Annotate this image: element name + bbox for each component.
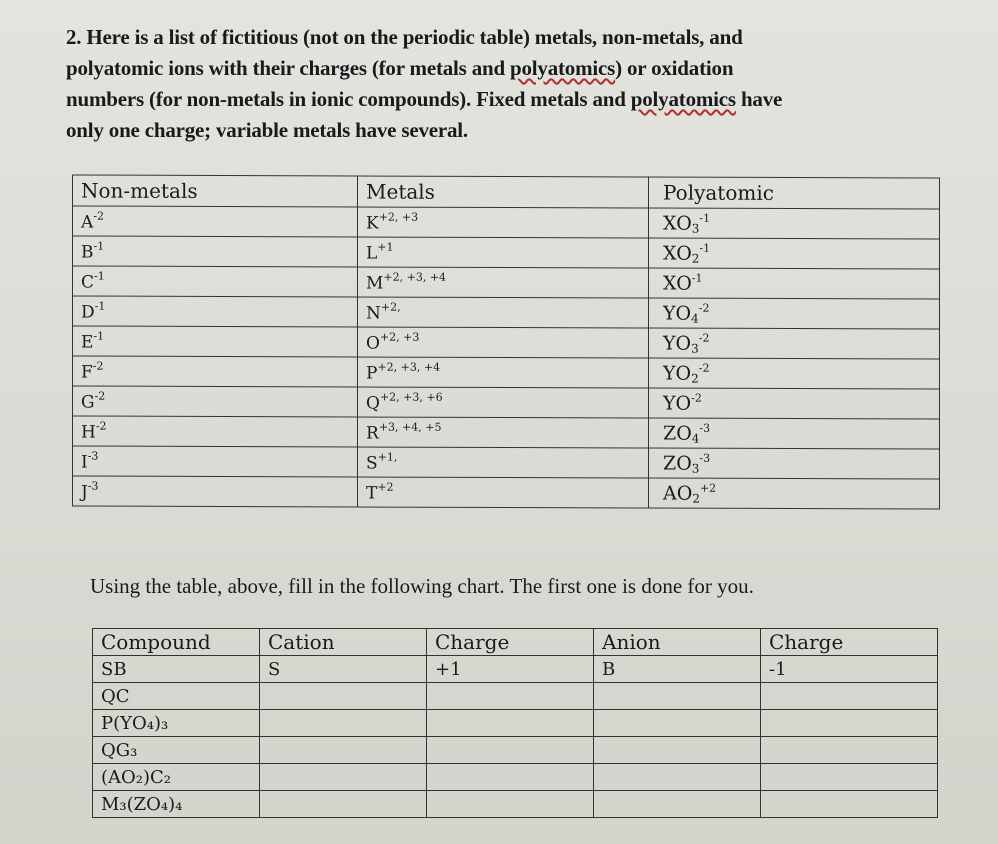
- ion-reference-table: [72, 174, 940, 509]
- non-metal-symbol: B: [81, 242, 94, 263]
- polyatomic-cell: [649, 268, 940, 299]
- polyatomic-charge: -3: [699, 421, 711, 435]
- ref-table-row: [73, 416, 940, 449]
- polyatomic-cell: [649, 298, 940, 329]
- polyatomic-charge: -2: [691, 391, 702, 405]
- chart-row: [93, 764, 938, 791]
- intro-line-2-c: ) or oxidation: [615, 56, 734, 80]
- cation-cell[interactable]: [260, 710, 427, 737]
- polyatomic-formula: YO: [663, 332, 692, 355]
- cation-cell[interactable]: S: [260, 656, 427, 683]
- polyatomic-subscript: 3: [691, 341, 699, 356]
- chart-row: [93, 737, 938, 764]
- metal-charges: +2, +3, +4: [377, 360, 441, 374]
- polyatomic-formula: XO: [663, 242, 692, 265]
- anion-charge-cell[interactable]: -1: [761, 656, 938, 683]
- anion-charge-cell[interactable]: [761, 791, 938, 818]
- cation-charge-cell[interactable]: +1: [427, 656, 594, 683]
- metal-symbol: L: [366, 243, 378, 264]
- polyatomic-subscript: 2: [692, 491, 700, 506]
- header-anion-charge: Charge: [761, 629, 938, 656]
- metal-cell: [358, 387, 649, 418]
- polyatomic-subscript: 3: [691, 461, 700, 476]
- non-metal-cell: [73, 236, 358, 267]
- polyatomic-cell: [649, 328, 940, 359]
- polyatomic-formula: ZO: [663, 422, 692, 445]
- metal-symbol: M: [366, 273, 384, 294]
- header-cation-charge: Charge: [427, 629, 594, 656]
- cation-cell[interactable]: [260, 764, 427, 791]
- polyatomic-charge: +2: [699, 481, 717, 495]
- non-metal-cell: [73, 386, 358, 417]
- polyatomic-cell: [649, 358, 940, 389]
- polyatomic-subscript: 4: [691, 311, 699, 326]
- metal-cell: [358, 327, 649, 358]
- ref-table-row: [73, 236, 940, 269]
- ref-header-row: [73, 175, 940, 209]
- polyatomic-charge: -1: [691, 271, 703, 285]
- non-metal-cell: [73, 206, 358, 237]
- anion-cell[interactable]: [594, 791, 761, 818]
- chart-row: [93, 683, 938, 710]
- cation-charge-cell[interactable]: [427, 791, 594, 818]
- non-metal-symbol: G: [81, 392, 95, 413]
- metal-cell: [358, 237, 649, 268]
- ref-table-row: [73, 206, 940, 239]
- polyatomic-charge: -2: [698, 331, 710, 345]
- polyatomic-charge: -1: [699, 241, 711, 255]
- ref-table-row: [73, 266, 940, 299]
- cation-cell[interactable]: [260, 683, 427, 710]
- intro-line-2: [66, 53, 966, 84]
- header-non-metals: Non-metals: [73, 175, 358, 207]
- intro-line-3-b: polyatomics: [630, 87, 736, 111]
- ref-table-row: [73, 386, 940, 419]
- non-metal-cell: [73, 266, 358, 297]
- cation-charge-cell[interactable]: [427, 764, 594, 791]
- intro-line-2-a: polyatomic ions with their charges (for metals and: [66, 56, 510, 80]
- metal-charges: +1,: [377, 450, 398, 464]
- non-metal-symbol: J: [81, 482, 88, 503]
- polyatomic-cell: [649, 388, 940, 419]
- non-metal-charge: -2: [95, 419, 107, 433]
- anion-cell[interactable]: [594, 764, 761, 791]
- polyatomic-subscript: 3: [691, 221, 700, 236]
- intro-line-3: [66, 84, 966, 115]
- non-metal-charge: -1: [94, 269, 105, 283]
- ref-table-row: [73, 296, 940, 329]
- anion-cell[interactable]: [594, 710, 761, 737]
- polyatomic-charge: -1: [699, 211, 711, 225]
- anion-cell[interactable]: [594, 737, 761, 764]
- intro-line-3-c: have: [735, 87, 783, 111]
- non-metal-cell: [73, 326, 358, 357]
- polyatomic-formula: XO: [663, 272, 692, 295]
- chart-row: [93, 791, 938, 818]
- non-metal-charge: -2: [94, 389, 106, 403]
- chart-row: [93, 710, 938, 737]
- polyatomic-formula: YO: [663, 362, 692, 385]
- metal-cell: [358, 297, 649, 328]
- intro-line-1: 2. Here is a list of fictitious (not on the periodic table) metals, non-metals, and: [66, 25, 743, 49]
- intro-line-3-a: numbers (for non-metals in ionic compounds). Fixed metals and: [66, 87, 631, 111]
- chart-header-row: [93, 629, 938, 656]
- fill-in-chart: [92, 628, 938, 818]
- polyatomic-charge: -3: [699, 451, 711, 465]
- compound-cell: QG₃: [93, 737, 260, 764]
- cation-charge-cell[interactable]: [427, 710, 594, 737]
- metal-symbol: R: [366, 423, 379, 444]
- anion-charge-cell[interactable]: [761, 737, 938, 764]
- non-metal-charge: -3: [87, 449, 99, 463]
- polyatomic-subscript: 4: [691, 431, 700, 446]
- compound-cell: QC: [93, 683, 260, 710]
- non-metal-charge: -3: [87, 479, 99, 493]
- anion-charge-cell[interactable]: [761, 683, 938, 710]
- metal-cell: [358, 267, 649, 298]
- non-metal-symbol: I: [81, 452, 88, 473]
- ref-table-row: [73, 356, 940, 389]
- non-metal-symbol: H: [81, 422, 96, 443]
- cation-charge-cell[interactable]: [427, 683, 594, 710]
- polyatomic-charge: -2: [698, 361, 710, 375]
- polyatomic-formula: XO: [663, 212, 692, 235]
- header-polyatomic: Polyatomic: [649, 177, 940, 209]
- cation-cell[interactable]: [260, 737, 427, 764]
- cation-cell[interactable]: [260, 791, 427, 818]
- metal-charges: +1: [377, 240, 394, 254]
- non-metal-charge: -1: [94, 299, 106, 313]
- non-metal-charge: -1: [93, 329, 105, 343]
- compound-cell: SB: [93, 656, 260, 683]
- non-metal-cell: [73, 476, 358, 507]
- metal-cell: [358, 207, 649, 238]
- header-compound: Compound: [93, 629, 260, 656]
- non-metal-symbol: E: [81, 332, 94, 353]
- anion-cell[interactable]: B: [594, 656, 761, 683]
- metal-cell: [358, 477, 649, 508]
- intro-line-2-b: polyatomics: [510, 56, 616, 80]
- polyatomic-subscript: 2: [691, 251, 700, 266]
- metal-symbol: K: [366, 213, 379, 234]
- metal-symbol: N: [366, 303, 381, 324]
- compound-cell: (AO₂)C₂: [93, 764, 260, 791]
- polyatomic-cell: [649, 478, 940, 509]
- ref-table-row: [73, 476, 940, 509]
- metal-symbol: Q: [366, 393, 380, 414]
- polyatomic-cell: [649, 208, 940, 239]
- non-metal-cell: [73, 416, 358, 447]
- non-metal-cell: [73, 296, 358, 327]
- polyatomic-charge: -2: [698, 301, 710, 315]
- header-cation: Cation: [260, 629, 427, 656]
- non-metal-symbol: C: [81, 272, 95, 293]
- non-metal-symbol: F: [81, 362, 93, 383]
- anion-charge-cell[interactable]: [761, 764, 938, 791]
- header-metals: Metals: [358, 176, 649, 208]
- polyatomic-formula: AO: [663, 482, 693, 505]
- non-metal-cell: [73, 356, 358, 387]
- question-intro: [66, 22, 966, 146]
- metal-charges: +2, +3, +6: [379, 390, 443, 404]
- metal-charges: +3, +4, +5: [378, 420, 442, 434]
- cation-charge-cell[interactable]: [427, 737, 594, 764]
- polyatomic-subscript: 2: [691, 371, 699, 386]
- polyatomic-formula: YO: [663, 392, 692, 415]
- non-metal-charge: -2: [92, 359, 104, 373]
- metal-symbol: P: [366, 363, 378, 384]
- polyatomic-formula: ZO: [663, 452, 692, 475]
- polyatomic-cell: [649, 448, 940, 479]
- anion-cell[interactable]: [594, 683, 761, 710]
- non-metal-charge: -1: [93, 239, 105, 253]
- metal-symbol: T: [366, 483, 378, 504]
- metal-charges: +2, +3: [378, 210, 419, 224]
- intro-line-4: only one charge; variable metals have several.: [66, 118, 468, 142]
- metal-symbol: S: [366, 453, 378, 474]
- anion-charge-cell[interactable]: [761, 710, 938, 737]
- chart-instruction: Using the table, above, fill in the following chart. The first one is done for you.: [90, 574, 754, 598]
- metal-charges: +2,: [380, 300, 401, 314]
- header-anion: Anion: [594, 629, 761, 656]
- metal-charges: +2, +3: [379, 330, 420, 344]
- chart-row: [93, 656, 938, 683]
- non-metal-charge: -2: [93, 209, 104, 223]
- metal-cell: [358, 357, 649, 388]
- metal-cell: [358, 447, 649, 478]
- metal-charges: +2, +3, +4: [383, 270, 447, 284]
- metal-charges: +2: [377, 480, 394, 494]
- metal-cell: [358, 417, 649, 448]
- ref-table-row: [73, 446, 940, 479]
- metal-symbol: O: [366, 333, 380, 354]
- non-metal-symbol: D: [81, 302, 95, 323]
- compound-cell: M₃(ZO₄)₄: [93, 791, 260, 818]
- polyatomic-cell: [649, 418, 940, 449]
- non-metal-cell: [73, 446, 358, 477]
- ref-table-row: [73, 326, 940, 359]
- polyatomic-cell: [649, 238, 940, 269]
- non-metal-symbol: A: [81, 212, 94, 233]
- compound-cell: P(YO₄)₃: [93, 710, 260, 737]
- polyatomic-formula: YO: [663, 302, 692, 325]
